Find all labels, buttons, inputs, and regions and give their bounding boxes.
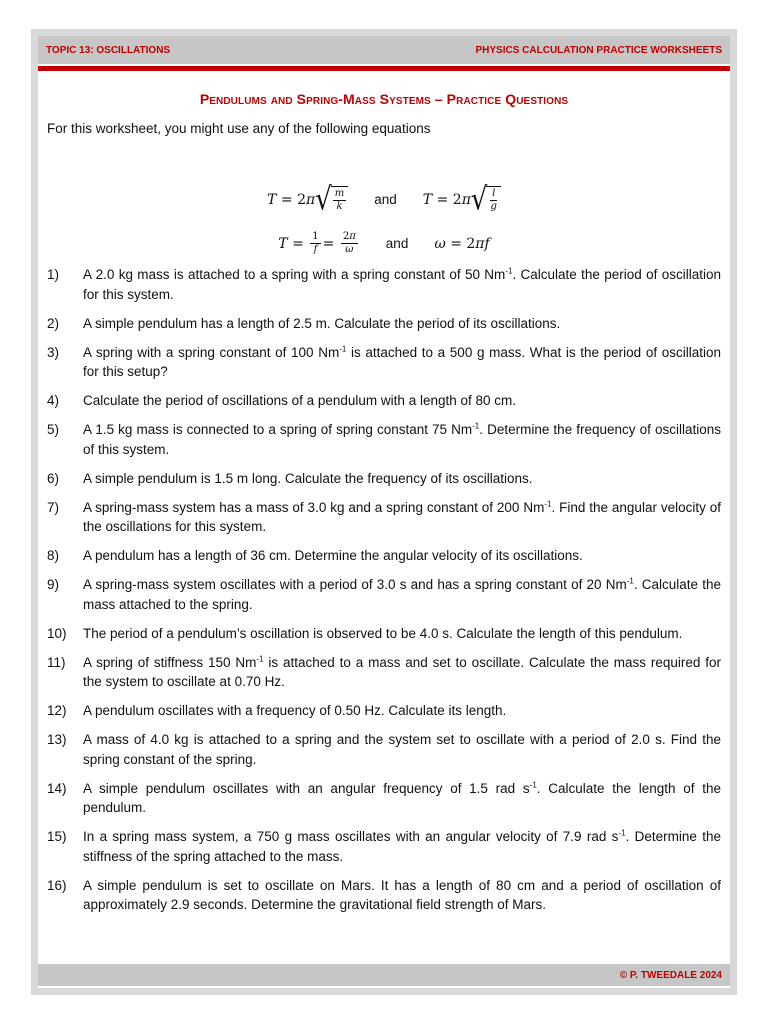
question-number: 2) <box>47 315 60 331</box>
question-text: A spring with a spring constant of 100 $Nm^{-1}$ is attached to a 500 g mass. What is the period of oscillation for this setup? <box>83 344 721 379</box>
footer-bar <box>38 964 730 986</box>
footer-copyright: © P. TWEEDALE 2024 <box>619 969 722 981</box>
question-number: 11) <box>47 654 66 670</box>
question-text: A 1.5 kg mass is connected to a spring of spring constant 75 $Nm^{-1}$. Determine the frequency of oscillations of this system. <box>83 421 721 457</box>
question-item <box>47 701 721 721</box>
question-item <box>47 653 721 692</box>
header-bar <box>38 36 730 64</box>
intro-text: For this worksheet, you might use any of the following equations <box>47 121 431 136</box>
question-number: 7) <box>47 499 60 515</box>
header-rule <box>38 66 730 71</box>
question-text: In a spring mass system, a 750 g mass oscillates with an angular velocity of 7.9 rad $s^{-1}$. Determine the stiffness of the spring attached to the mass. <box>83 828 721 864</box>
question-text: A pendulum oscillates with a frequency of 0.50 Hz. Calculate its length. <box>83 703 507 718</box>
question-text: A simple pendulum has a length of 2.5 m. Calculate the period of its oscillations. <box>83 315 561 331</box>
question-item <box>47 498 721 537</box>
question-item <box>47 343 721 382</box>
page-border <box>31 29 737 995</box>
question-text: Calculate the period of oscillations of a pendulum with a length of 80 cm. <box>83 393 517 408</box>
question-number: 12) <box>47 703 67 718</box>
question-number: 10) <box>47 625 67 641</box>
worksheet-title: Pendulums and Spring-Mass Systems – Practice Questions <box>199 91 569 107</box>
equation-row-2 <box>38 231 730 256</box>
question-number: 8) <box>47 548 60 563</box>
question-text: A 2.0 kg mass is attached to a spring with a spring constant of 50 $Nm^{-1}$. Calculate the period of oscillation for this system. <box>83 266 722 302</box>
equation-pendulum-period: T = 2 π √ $\frac{l}{g}$ <box>423 186 501 213</box>
header-series: PHYSICS CALCULATION PRACTICE WORKSHEETS <box>475 44 722 56</box>
equation-spring-period: T = 2 π √ $\frac{m}{k}$ <box>267 186 348 213</box>
question-text: The period of a pendulum’s oscillation is observed to be 4.0 s. Calculate the length of this pendulum. <box>83 625 683 641</box>
question-item <box>47 546 721 566</box>
question-number: 5) <box>47 422 60 437</box>
question-number: 15) <box>47 829 67 844</box>
equation-angular-frequency: ω = 2 πf <box>434 235 490 252</box>
and-label: and <box>374 192 397 207</box>
question-item <box>47 730 721 769</box>
and-label: and <box>385 236 409 251</box>
question-text: A pendulum has a length of 36 cm. Determine the angular velocity of its oscillations. <box>83 548 583 563</box>
question-number: 16) <box>47 877 67 893</box>
question-text: A simple pendulum oscillates with an angular frequency of 1.5 rad $s^{-1}$. Calculate the length of the pendulum. <box>83 780 721 815</box>
question-item <box>47 779 721 818</box>
question-item <box>47 265 721 304</box>
question-list <box>47 265 721 924</box>
question-text: A simple pendulum is set to oscillate on Mars. It has a length of 80 cm and a period of oscillation of approximately 2.9 seconds. Determine the gravitational field strength of Mars. <box>83 877 721 912</box>
question-text: A simple pendulum is 1.5 m long. Calculate the frequency of its oscillations. <box>83 470 533 486</box>
header-topic: TOPIC 13: OSCILLATIONS <box>46 44 171 56</box>
question-text: A mass of 4.0 kg is attached to a spring and the system set to oscillate with a period of 2.0 s. Find the spring constant of the spring. <box>83 732 721 767</box>
worksheet-page <box>38 36 730 988</box>
equation-row-1 <box>38 181 730 218</box>
question-text: A spring-mass system oscillates with a period of 3.0 s and has a spring constant of 20 $Nm^{-1}$. Calculate the mass attached to the spring. <box>83 576 721 612</box>
question-item <box>47 420 721 459</box>
question-number: 9) <box>47 577 60 592</box>
question-number: 1) <box>47 267 60 282</box>
equation-period-frequency: T = $\frac{1}{f}$ = $\frac{2\pi}{\omega}$ <box>278 231 356 255</box>
question-item <box>47 391 721 411</box>
question-item <box>47 575 721 614</box>
question-number: 4) <box>47 393 60 408</box>
question-number: 3) <box>47 344 60 360</box>
question-text: A spring-mass system has a mass of 3.0 kg and a spring constant of 200 $Nm^{-1}$. Find the angular velocity of the oscillations for this system. <box>83 499 721 534</box>
question-item <box>47 624 721 644</box>
question-number: 13) <box>47 732 67 747</box>
question-number: 6) <box>47 470 60 486</box>
question-item <box>47 314 721 334</box>
question-item <box>47 469 721 489</box>
question-number: 14) <box>47 780 67 796</box>
question-item <box>47 827 721 866</box>
question-item <box>47 876 721 915</box>
question-text: A spring of stiffness 150 $Nm^{-1}$ is attached to a mass and set to oscillate. Calculate the mass required for the system to oscillate at 0.70 Hz. <box>83 654 721 689</box>
